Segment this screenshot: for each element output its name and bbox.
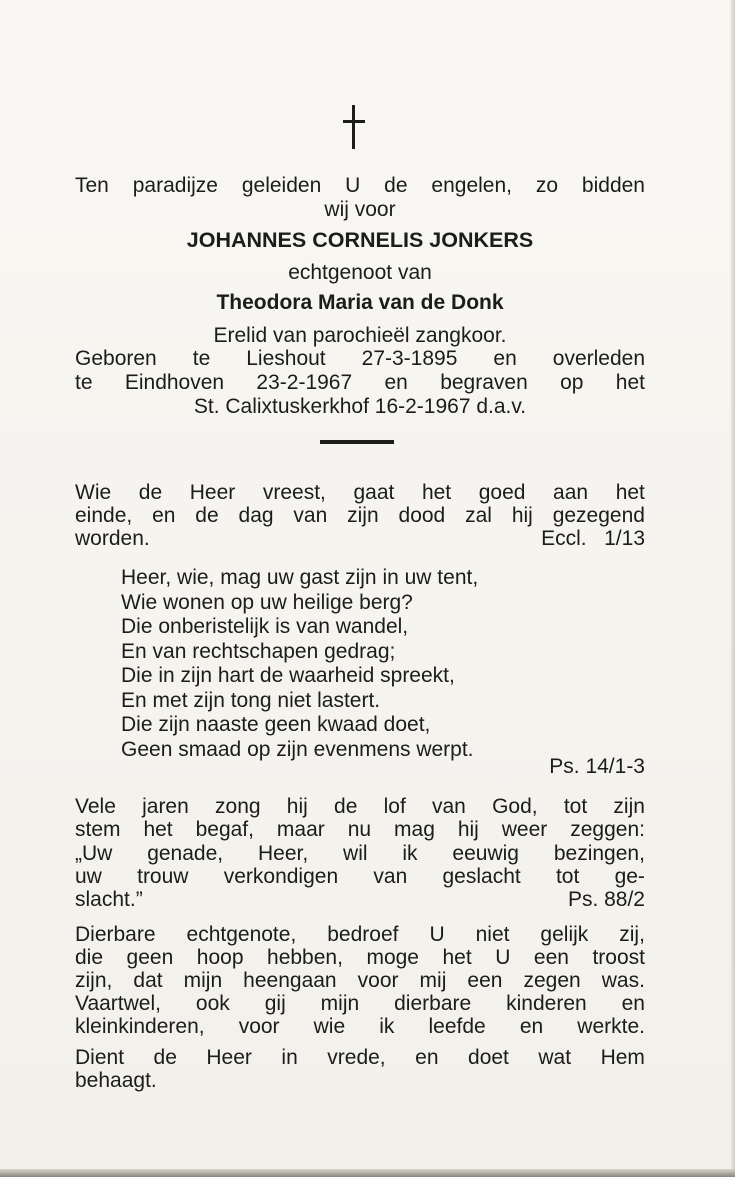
word: Eindhoven xyxy=(124,371,225,394)
word: lof xyxy=(383,795,406,818)
psalm-line: Die in zijn hart de waarheid spreekt, xyxy=(121,664,455,687)
word: zegen xyxy=(523,969,581,992)
verse-line-1 xyxy=(75,481,645,505)
word: trouw xyxy=(137,865,189,888)
word: de xyxy=(334,795,358,818)
word: die xyxy=(75,946,104,969)
word: weer xyxy=(501,818,548,841)
psalm-reference: Ps. 14/1-3 xyxy=(549,755,645,778)
word: paradijze xyxy=(132,174,218,197)
word: voor xyxy=(357,969,399,992)
word: Heer xyxy=(189,481,236,504)
para1-line-5-text: slacht.” xyxy=(75,888,143,911)
word: dag xyxy=(238,504,274,527)
psalm-line: Die onberistelijk is van wandel, xyxy=(121,615,409,638)
word: Wie xyxy=(75,481,112,504)
word: wie xyxy=(313,1015,346,1038)
bio-line-2 xyxy=(75,347,645,371)
word: 27-3-1895 xyxy=(361,347,458,370)
word: de xyxy=(153,1046,177,1069)
word: echtgenote, xyxy=(186,923,297,946)
word: stem xyxy=(75,818,121,841)
word: een xyxy=(533,946,569,969)
word: zijn xyxy=(347,504,379,527)
word: het xyxy=(421,481,452,504)
word: zo xyxy=(535,174,559,197)
card-edge xyxy=(730,0,735,1177)
word: en xyxy=(519,1015,544,1038)
word: te xyxy=(192,347,211,370)
word: mag xyxy=(394,818,435,841)
word: einde, xyxy=(75,504,133,527)
word: werkte. xyxy=(577,1015,645,1038)
word: nu xyxy=(347,818,372,841)
word: jaren xyxy=(142,795,189,818)
verse-line-2 xyxy=(75,504,645,528)
word: engelen, xyxy=(431,174,512,197)
word: een xyxy=(467,969,503,992)
para2-line-5 xyxy=(75,1015,645,1039)
psalm-line: Die zijn naaste geen kwaad doet, xyxy=(121,713,431,736)
bio-line-1: Erelid van parochieël zangkoor. xyxy=(213,324,507,347)
word: en xyxy=(152,504,176,527)
word: geen xyxy=(126,946,174,969)
bio-line-3 xyxy=(75,371,645,395)
word: Heer, xyxy=(257,842,309,865)
word: 23-2-1967 xyxy=(256,371,353,394)
word: hoop xyxy=(196,946,244,969)
word: gaat xyxy=(353,481,395,504)
word: in xyxy=(281,1046,298,1069)
word: Ten xyxy=(75,174,109,197)
spouse-intro: echtgenoot van xyxy=(288,261,432,284)
word: het xyxy=(615,481,645,504)
word: Vaartwel, xyxy=(75,992,161,1015)
divider xyxy=(320,440,394,444)
word: het xyxy=(442,946,472,969)
word: hij xyxy=(286,795,308,818)
para2-line-4 xyxy=(75,992,645,1016)
word: van xyxy=(432,795,466,818)
word: genade, xyxy=(147,842,224,865)
word: bedroef xyxy=(327,923,399,946)
para1-line-3 xyxy=(75,842,645,866)
word: aan xyxy=(553,481,589,504)
word: Lieshout xyxy=(246,347,326,370)
word: mijn xyxy=(320,992,360,1015)
word: en xyxy=(384,371,408,394)
word: uw xyxy=(75,865,102,888)
word: U xyxy=(429,923,445,946)
word: op xyxy=(560,371,584,394)
word: maar xyxy=(276,818,325,841)
word: en xyxy=(621,992,645,1015)
word: het xyxy=(143,818,173,841)
para1-line-5 xyxy=(75,888,645,912)
para3-line-1 xyxy=(75,1046,645,1070)
word: ik xyxy=(402,842,418,865)
word: leefde xyxy=(428,1015,486,1038)
word: „Uw xyxy=(75,842,113,865)
word: geleiden xyxy=(241,174,322,197)
word: hij xyxy=(457,818,479,841)
word: troost xyxy=(592,946,645,969)
spouse-name: Theodora Maria van de Donk xyxy=(216,291,504,314)
intro-line-1 xyxy=(75,174,645,198)
word: gij xyxy=(264,992,286,1015)
word: goed xyxy=(478,481,526,504)
verse-reference: Eccl. 1/13 xyxy=(541,527,645,550)
psalm-line: En van rechtschapen gedrag; xyxy=(121,639,396,663)
para1-reference: Ps. 88/2 xyxy=(567,888,645,911)
word: U xyxy=(345,174,361,197)
word: dat xyxy=(133,969,163,992)
word: tot xyxy=(555,865,580,888)
word: Heer xyxy=(206,1046,252,1069)
word: geslacht xyxy=(442,865,521,888)
para1-line-2 xyxy=(75,818,645,842)
word: Geboren xyxy=(75,347,157,370)
word: de xyxy=(384,174,408,197)
word: U xyxy=(495,946,511,969)
para1-line-4 xyxy=(75,865,645,889)
word: hij xyxy=(511,504,533,527)
para2-line-1 xyxy=(75,923,645,947)
verse-line-3-text: worden. xyxy=(75,527,150,550)
word: het xyxy=(615,371,645,394)
word: zijn xyxy=(613,795,645,818)
word: en xyxy=(493,347,517,370)
word: te xyxy=(75,371,93,394)
cross-icon xyxy=(339,105,369,149)
word: bezingen, xyxy=(553,842,645,865)
word: dierbare xyxy=(394,992,472,1015)
word: wil xyxy=(343,842,368,865)
bio-line-4: St. Calixtuskerkhof 16-2-1967 d.a.v. xyxy=(193,395,527,418)
word: de xyxy=(138,481,163,504)
word: gelijk xyxy=(540,923,589,946)
word: hebben, xyxy=(267,946,343,969)
word: eeuwig xyxy=(452,842,519,865)
word: Hem xyxy=(600,1046,645,1069)
deceased-name: JOHANNES CORNELIS JONKERS xyxy=(186,228,534,252)
word: zeggen: xyxy=(570,818,645,841)
word: verkondigen xyxy=(223,865,339,888)
word: heengaan xyxy=(243,969,337,992)
verse-line-3 xyxy=(75,527,645,551)
word: tot xyxy=(563,795,588,818)
word: God, xyxy=(492,795,538,818)
para1-line-1 xyxy=(75,795,645,819)
word: dood xyxy=(398,504,446,527)
word: zong xyxy=(215,795,261,818)
word: van xyxy=(373,865,408,888)
word: kleinkinderen, xyxy=(75,1015,205,1038)
psalm-line: En met zijn tong niet lastert. xyxy=(121,688,381,712)
word: vreest, xyxy=(262,481,326,504)
word: niet xyxy=(475,923,510,946)
word: vrede, xyxy=(327,1046,386,1069)
word: doet xyxy=(468,1046,509,1069)
word: Dient xyxy=(75,1046,125,1069)
card-bottom-edge xyxy=(0,1169,735,1177)
word: Vele xyxy=(75,795,116,818)
psalm-line: Geen smaad op zijn evenmens werpt. xyxy=(121,737,474,761)
word: zijn, xyxy=(75,969,113,992)
word: bidden xyxy=(581,174,645,197)
word: Dierbare xyxy=(75,923,156,946)
word: ook xyxy=(195,992,230,1015)
word: mijn xyxy=(183,969,223,992)
word: overleden xyxy=(552,347,645,370)
psalm-line: Wie wonen op uw heilige berg? xyxy=(121,590,413,614)
word: was. xyxy=(601,969,645,992)
word: moge xyxy=(366,946,419,969)
word: gezegend xyxy=(552,504,645,527)
word: en xyxy=(415,1046,439,1069)
word: voor xyxy=(238,1015,280,1038)
word: ge- xyxy=(614,865,645,888)
word: ik xyxy=(379,1015,395,1038)
word: zij, xyxy=(619,923,645,946)
para2-line-3 xyxy=(75,969,645,993)
word: zal xyxy=(465,504,492,527)
word: van xyxy=(293,504,328,527)
word: mij xyxy=(419,969,447,992)
word: de xyxy=(195,504,219,527)
para3-line-2: behaagt. xyxy=(75,1069,157,1092)
word: begaf, xyxy=(195,818,254,841)
para2-line-2 xyxy=(75,946,645,970)
word: begraven xyxy=(440,371,528,394)
intro-line-2: wij voor xyxy=(324,198,396,221)
psalm-line: Heer, wie, mag uw gast zijn in uw tent, xyxy=(121,566,479,589)
word: wat xyxy=(538,1046,572,1069)
word: kinderen xyxy=(506,992,587,1015)
